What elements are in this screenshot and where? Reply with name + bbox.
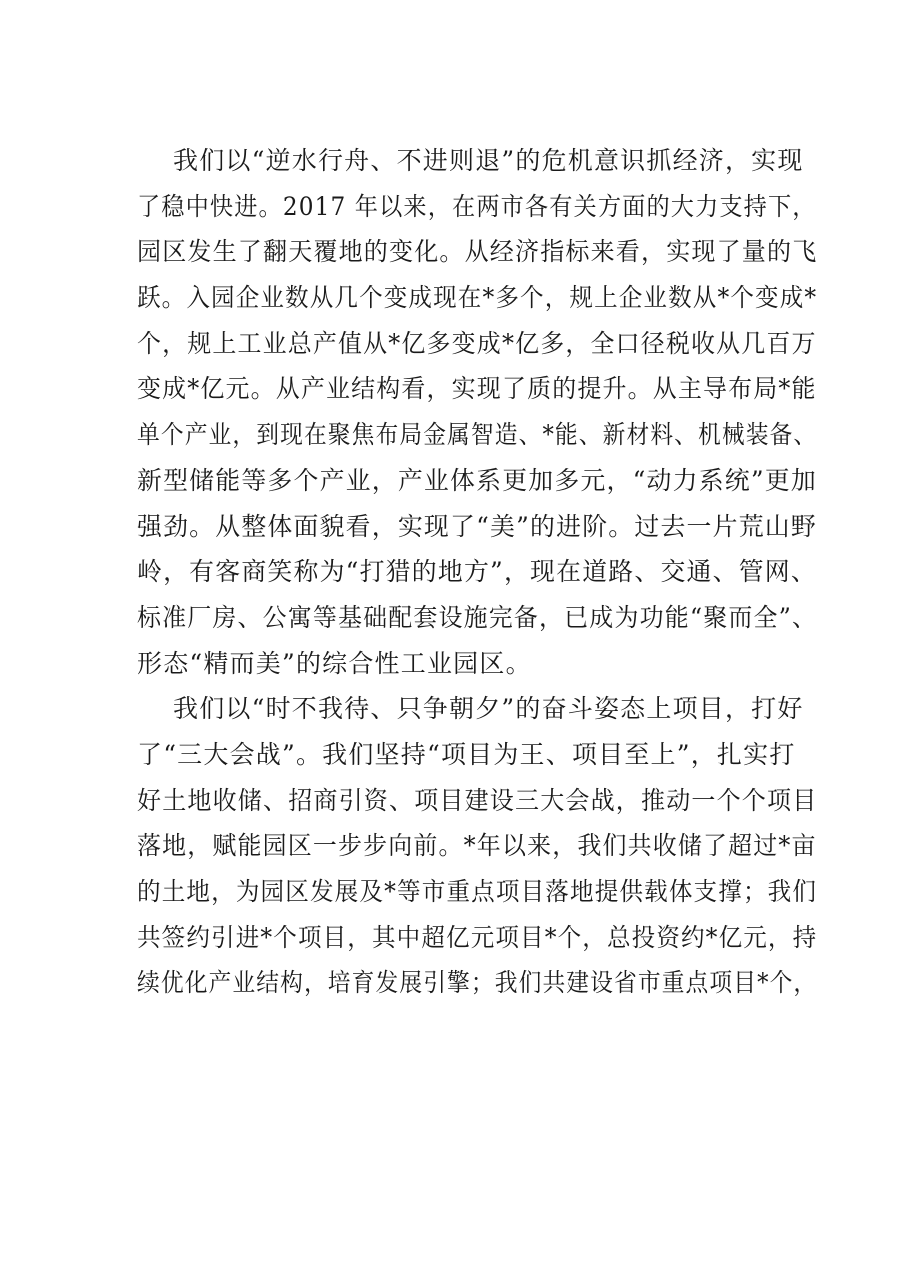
text-line: 的土地，为园区发展及*等市重点项目落地提供载体支撑；我们 — [137, 877, 818, 906]
text-line: 好土地收储、招商引资、项目建设三大会战，推动一个个项目 — [137, 785, 818, 815]
text-line: 单个产业，到现在聚焦布局金属智造、*能、新材料、机械装备、 — [137, 420, 818, 450]
text-line: 共签约引进*个项目，其中超亿元项目*个，总投资约*亿元，持 — [137, 922, 818, 952]
text-line: 标准厂房、公寓等基础配套设施完备，已成为功能“聚而全”、 — [137, 602, 818, 632]
text-line: 岭，有客商笑称为“打猎的地方”，现在道路、交通、管网、 — [137, 557, 817, 587]
text-line: 我们以“时不我待、只争朝夕”的奋斗姿态上项目，打好 — [173, 694, 804, 724]
text-line: 了“三大会战”。我们坚持“项目为王、项目至上”，扎实打 — [137, 739, 796, 769]
text-line: 了稳中快进。2017 年以来，在两市各有关方面的大力支持下， — [137, 191, 817, 221]
text-line: 新型储能等多个产业，产业体系更加多元，“动力系统”更加 — [137, 465, 817, 495]
text-line: 变成*亿元。从产业结构看，实现了质的提升。从主导布局*能 — [137, 374, 817, 404]
paragraph — [137, 138, 817, 686]
text-line: 个，规上工业总产值从*亿多变成*亿多，全口径税收从几百万 — [137, 328, 817, 358]
text-line: 跃。入园企业数从几个变成现在*多个，规上企业数从*个变成* — [137, 283, 818, 313]
document-body — [137, 138, 817, 1006]
text-line: 园区发生了翻天覆地的变化。从经济指标来看，实现了量的飞 — [137, 237, 818, 267]
text-line: 形态“精而美”的综合性工业园区。 — [137, 648, 532, 678]
text-line: 我们以“逆水行舟、不进则退”的危机意识抓经济，实现 — [173, 146, 804, 175]
paragraph — [137, 686, 817, 1006]
text-line: 落地，赋能园区一步步向前。*年以来，我们共收储了超过*亩 — [137, 831, 817, 861]
text-line: 续优化产业结构，培育发展引擎；我们共建设省市重点项目*个， — [137, 968, 818, 998]
text-line: 强劲。从整体面貌看，实现了“美”的进阶。过去一片荒山野 — [137, 511, 817, 541]
